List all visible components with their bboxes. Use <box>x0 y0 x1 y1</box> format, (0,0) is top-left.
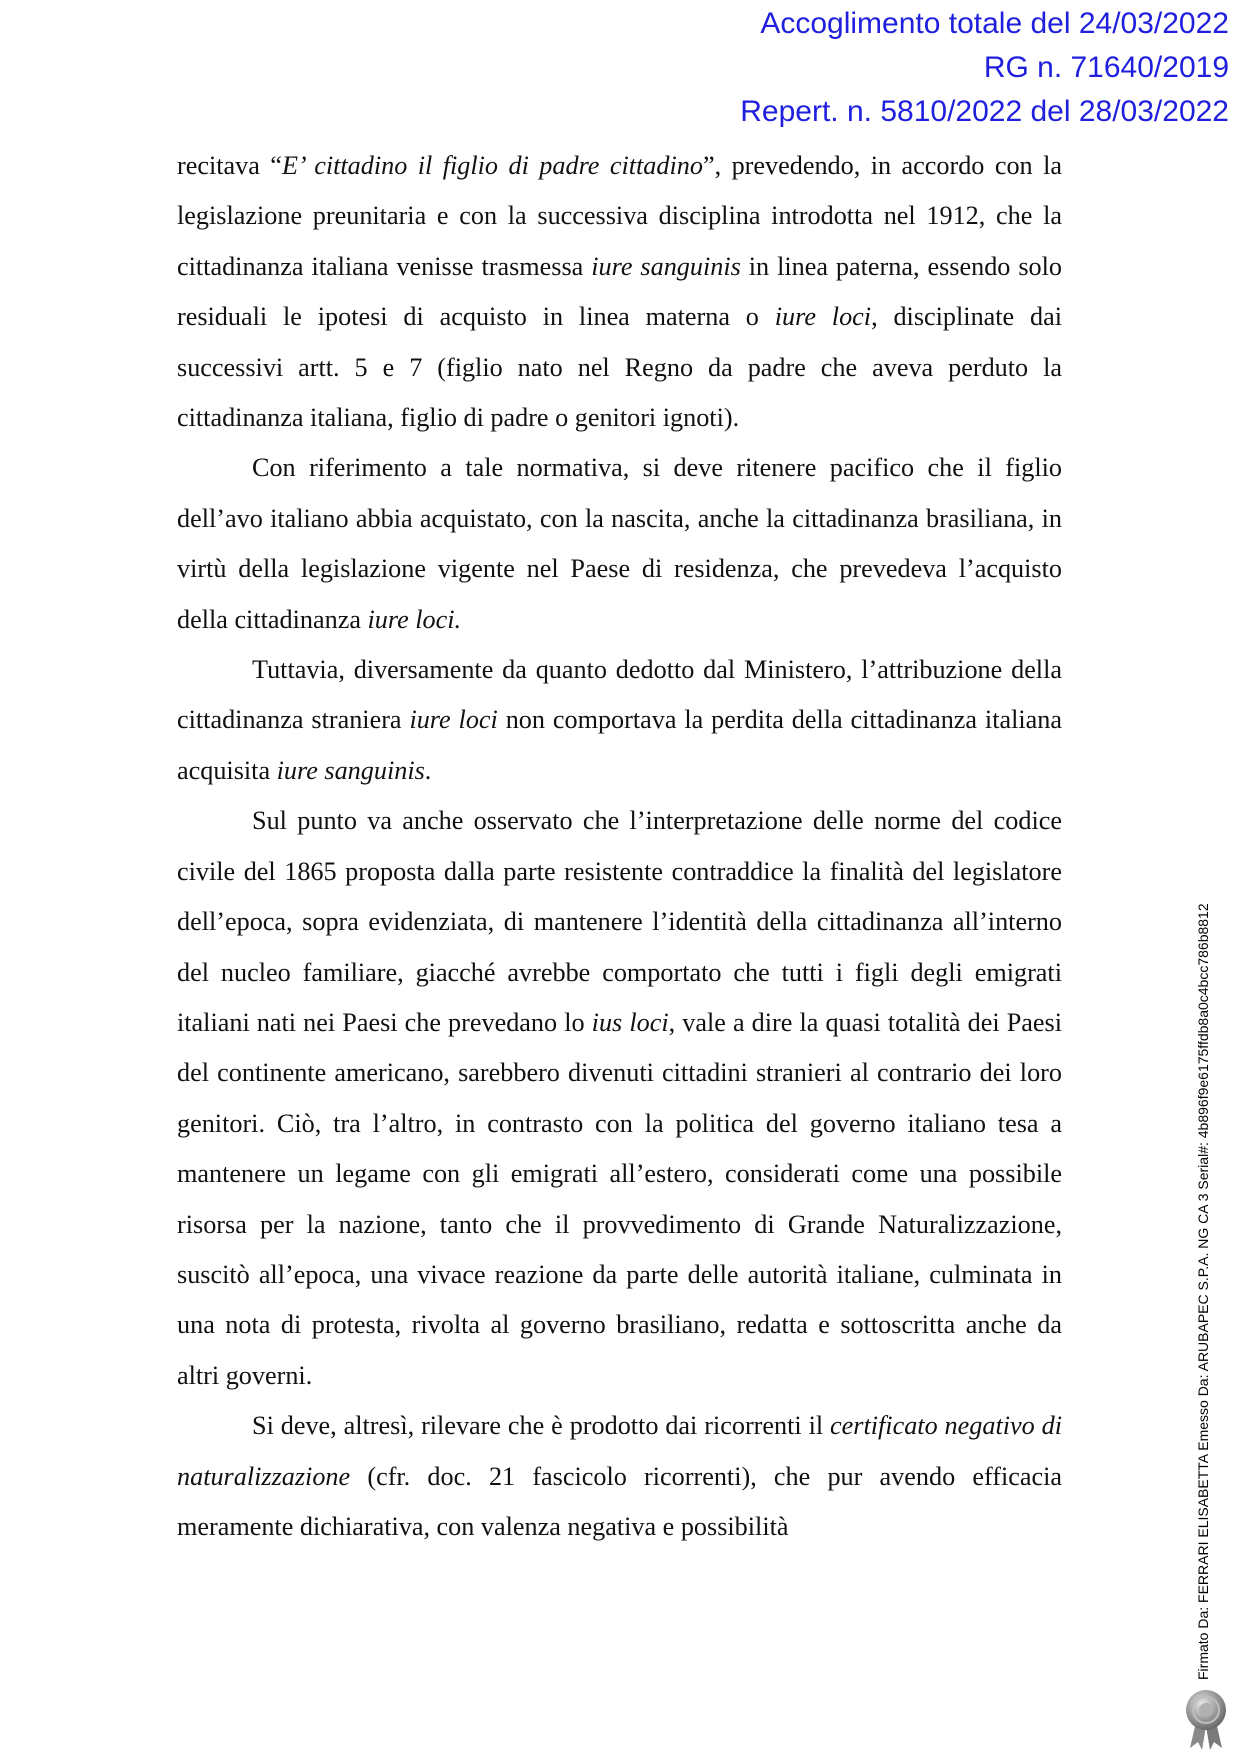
text-segment: Sul punto va anche osservato che l’interpretazione delle norme del codice civile del 1865 proposta dalla parte resistente contraddice la finalità del legislatore dell’epoca, sopra evidenziata, di mantenere l’identità della cittadinanza all’interno del nucleo familiare, giacché avrebbe comportato che tutti i figli degli emigrati italiani nati nei Paesi che prevedano lo <box>177 806 1062 1037</box>
paragraph <box>177 645 1062 796</box>
text-segment: Tuttavia, diversamente da quanto dedotto dal Ministero, l’attribuzione della cittadinanza straniera <box>177 655 1062 735</box>
seal-icon <box>1182 1688 1230 1750</box>
text-segment: recitava “ <box>177 151 282 180</box>
italic-text: E’ cittadino il figlio di padre cittadino <box>281 151 703 180</box>
paragraph <box>177 141 1062 443</box>
text-segment: (cfr. doc. 21 fascicolo ricorrenti), che pur avendo efficacia meramente dichiarativa, con valenza negativa e possibilità <box>177 1461 1062 1541</box>
italic-text: iure loci <box>774 302 872 332</box>
italic-text: iure sanguinis <box>276 755 425 785</box>
italic-text: ius loci <box>591 1007 669 1037</box>
text-segment: , vale a dire la quasi totalità dei Paesi del continente americano, sarebbero divenuti cittadini stranieri al contrario dei loro genitori. Ciò, tra l’altro, in contrasto con la politica del governo italiano tesa a mantenere un legame con gli emigrati all’estero, considerati come una possibile risorsa per la nazione, tanto che il provvedimento di Grande Naturalizzazione, suscitò all’epoca, una vivace reazione da parte delle autorità italiane, culminata in una nota di protesta, rivolta al governo brasiliano, redatta e sottoscritta anche da altri governi. <box>177 1007 1062 1390</box>
header-decision: Accoglimento totale del 24/03/2022 <box>760 7 1229 40</box>
document-body <box>177 141 1062 1552</box>
italic-text: iure loci. <box>367 604 462 634</box>
italic-text: certificato negativo di naturalizzazione <box>177 1411 1063 1491</box>
text-segment: . <box>424 755 432 785</box>
paragraph <box>177 1401 1062 1552</box>
header-rg-number: RG n. 71640/2019 <box>983 51 1229 84</box>
paragraph <box>177 443 1062 645</box>
text-segment: , disciplinate dai successivi artt. 5 e 7 (figlio nato nel Regno da padre che aveva perduto la cittadinanza italiana, figlio di padre o genitori ignoti). <box>177 302 1063 433</box>
italic-text: iure loci <box>409 705 498 735</box>
paragraph <box>177 796 1062 1401</box>
italic-text: iure sanguinis <box>591 251 741 281</box>
text-segment: in linea paterna, essendo solo residuali le ipotesi di acquisto in linea materna o <box>177 251 1062 332</box>
digital-signature-stamp: Firmato Da: FERRARI ELISABETTA Emesso Da: ARUBAPEC S.P.A. NG CA 3 Serial#: 4b896f9e6175ffdb8a0c4bcc786b8812 <box>1195 903 1211 1680</box>
text-segment: ”, prevedendo, in accordo con la legislazione preunitaria e con la successiva disciplina introdotta nel 1912, che la cittadinanza italiana venisse trasmessa <box>177 151 1062 281</box>
header-repertorio: Repert. n. 5810/2022 del 28/03/2022 <box>740 95 1229 128</box>
text-segment: Con riferimento a tale normativa, si deve ritenere pacifico che il figlio dell’avo italiano abbia acquistato, con la nascita, anche la cittadinanza brasiliana, in virtù della legislazione vigente nel Paese di residenza, che prevedeva l’acquisto della cittadinanza <box>177 453 1062 634</box>
text-segment: Si deve, altresì, rilevare che è prodotto dai ricorrenti il <box>252 1411 831 1441</box>
document-header <box>740 2 1229 134</box>
text-segment: non comportava la perdita della cittadinanza italiana acquisita <box>177 705 1062 785</box>
